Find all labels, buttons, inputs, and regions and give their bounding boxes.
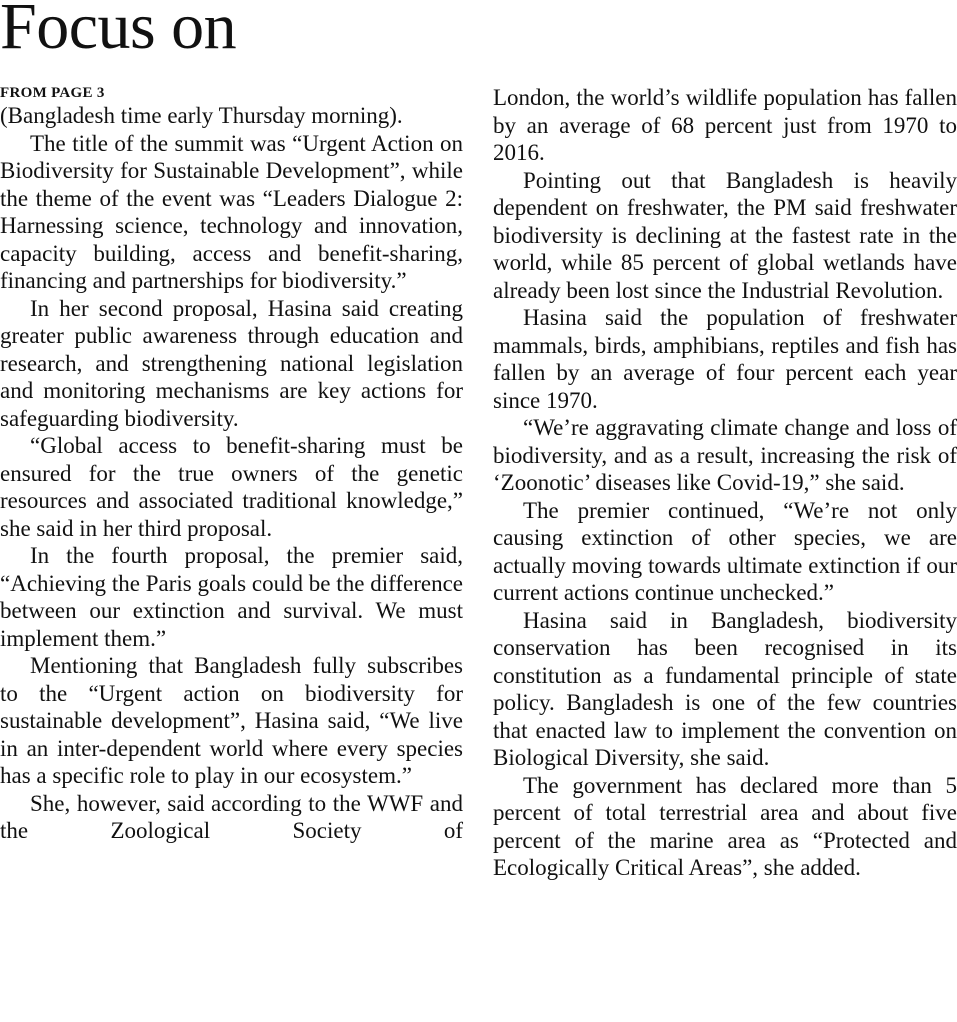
paragraph: London, the world’s wildlife population has fallen by an average of 68 percent just from 1970 to 2016. (493, 85, 957, 165)
paragraph: She, however, said according to the WWF and the Zoological Society of (0, 790, 463, 843)
paragraph: Pointing out that Bangladesh is heavily dependent on freshwater, the PM said freshwater biodiversity is declining at the fastest rate in the world, while 85 percent of global wetlands have already been lost since the Industrial Revolution. (493, 167, 957, 303)
paragraph: In her second proposal, Hasina said creating greater public awareness through education and research, and strengthening national legislation and monitoring mechanisms are key actions for safeguarding biodiversity. (0, 295, 463, 431)
paragraph: “Global access to benefit-sharing must be ensured for the true owners of the genetic resources and associated traditional knowledge,” she said in her third proposal. (0, 433, 463, 541)
paragraph: The title of the summit was “Urgent Action on Biodiversity for Sustainable Development”, while the theme of the event was “Leaders Dialogue 2: Harnessing science, technology and innovation, capacity building, access and benefit-sharing, financing and partnerships for biodiversity.” (0, 130, 463, 293)
paragraph: In the fourth proposal, the premier said, “Achieving the Paris goals could be the difference between our extinction and survival. We must implement them.” (0, 543, 463, 651)
paragraph: The government has declared more than 5 percent of total terrestrial area and about five percent of the marine area as “Protected and Ecologically Critical Areas”, she added. (493, 772, 957, 880)
right-column (493, 84, 957, 882)
paragraph: The premier continued, “We’re not only causing extinction of other species, we are actually moving towards ultimate extinction if our current actions continue unchecked.” (493, 497, 957, 605)
paragraph: (Bangladesh time early Thursday morning). (0, 103, 403, 128)
paragraph: “We’re aggravating climate change and loss of biodiversity, and as a result, increasing the risk of ‘Zoonotic’ diseases like Covid-19,” she said. (493, 415, 957, 495)
paragraph: Hasina said the population of freshwater mammals, birds, amphibians, reptiles and fish has fallen by an average of four percent each year since 1970. (493, 305, 957, 413)
headline: Focus on (0, 0, 237, 63)
continued-from-kicker: FROM PAGE 3 (0, 85, 105, 101)
paragraph: Mentioning that Bangladesh fully subscribes to the “Urgent action on biodiversity for sustainable development”, Hasina said, “We live in an inter-dependent world where every species has a specific role to play in our ecosystem.” (0, 653, 463, 788)
left-column (0, 84, 463, 845)
paragraph: Hasina said in Bangladesh, biodiversity conservation has been recognised in its constitution as a fundamental principle of state policy. Bangladesh is one of the few countries that enacted law to implement the convention on Biological Diversity, she said. (493, 607, 957, 770)
